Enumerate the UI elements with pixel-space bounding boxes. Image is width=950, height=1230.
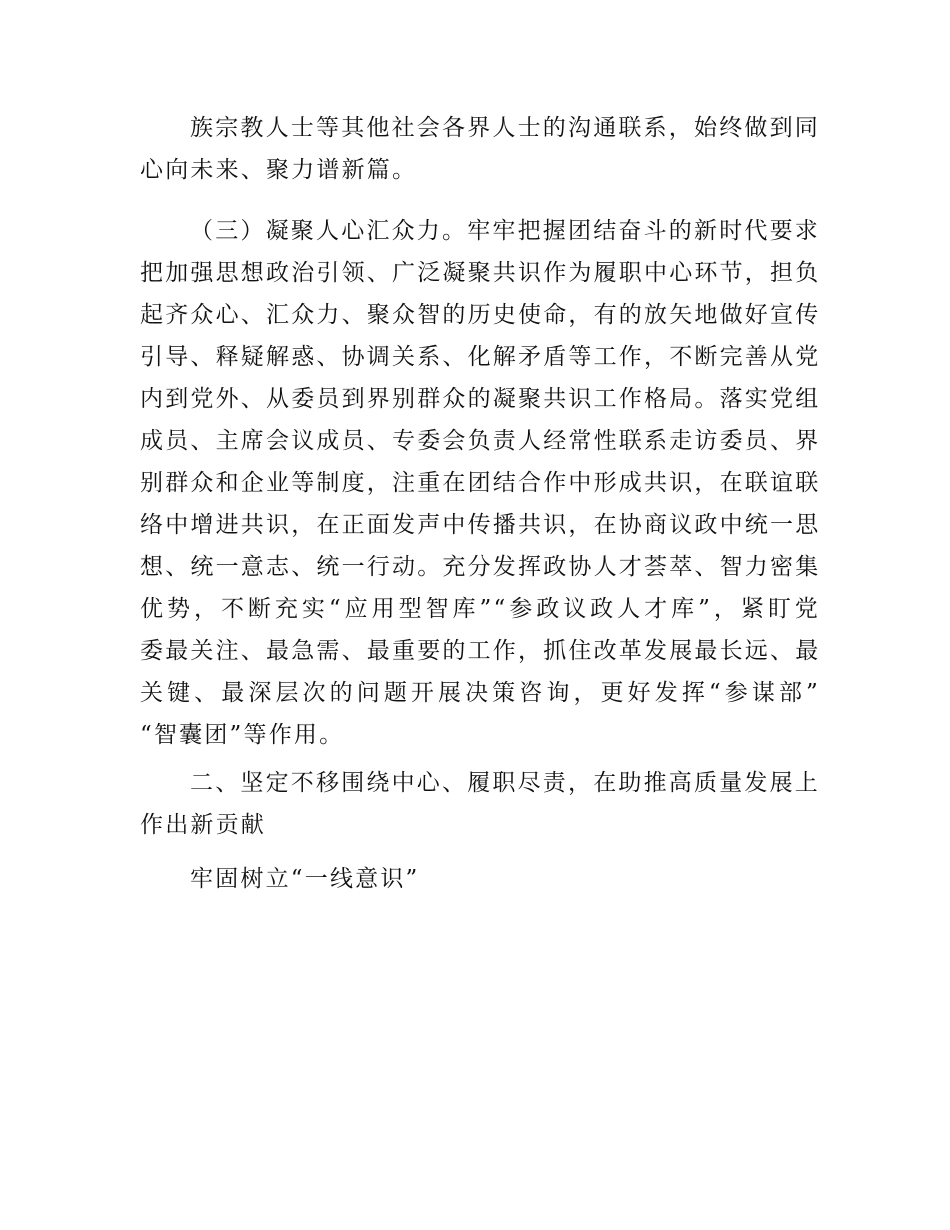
- paragraph-line: 关键、最深层次的问题开展决策咨询，更好发挥“参谋部”: [140, 680, 820, 706]
- paragraph-line: 起齐众心、汇众力、聚众智的历史使命，有的放矢地做好宣传: [140, 302, 821, 328]
- paragraph-line: 成员、主席会议成员、专委会负责人经常性联系走访委员、界: [140, 428, 821, 454]
- heading-line: 二、坚定不移围绕中心、履职尽责，在助推高质量发展上: [190, 770, 820, 796]
- section-heading-line: （三）凝聚人心汇众力。牢牢把握团结奋斗的新时代要求: [190, 218, 820, 244]
- paragraph-line: 别群众和企业等制度，注重在团结合作中形成共识，在联谊联: [140, 470, 821, 496]
- subheading-line: 牢固树立“一线意识”: [190, 866, 420, 892]
- paragraph-line: 引导、释疑解惑、协调关系、化解矛盾等工作，不断完善从党: [140, 344, 821, 370]
- paragraph-line: 心向未来、聚力谱新篇。: [140, 157, 418, 183]
- paragraph-line: 族宗教人士等其他社会各界人士的沟通联系，始终做到同: [190, 115, 820, 141]
- paragraph-line: 把加强思想政治引领、广泛凝聚共识作为履职中心环节，担负: [140, 260, 821, 286]
- paragraph-line: 优势，不断充实“应用型智库”“参政议政人才库”，紧盯党: [140, 596, 820, 622]
- heading-line: 作出新贡献: [140, 812, 266, 838]
- paragraph-line: “智囊团”等作用。: [140, 722, 345, 748]
- paragraph-line: 想、统一意志、统一行动。充分发挥政协人才荟萃、智力密集: [140, 554, 821, 580]
- paragraph-line: 络中增进共识，在正面发声中传播共识，在协商议政中统一思: [140, 512, 821, 538]
- paragraph-line: 内到党外、从委员到界别群众的凝聚共识工作格局。落实党组: [140, 386, 821, 412]
- paragraph-line: 委最关注、最急需、最重要的工作，抓住改革发展最长远、最: [140, 638, 821, 664]
